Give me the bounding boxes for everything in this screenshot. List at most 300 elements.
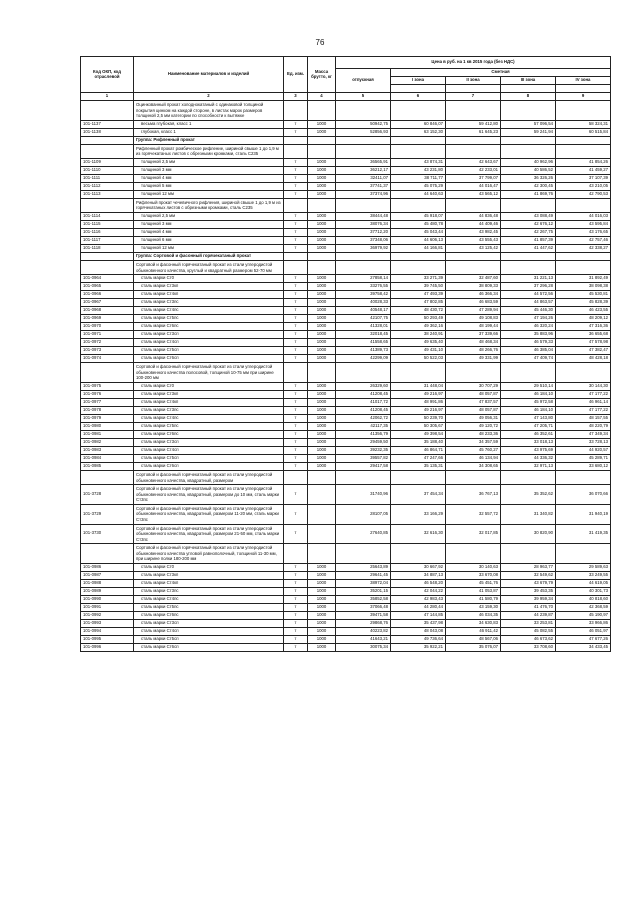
zone-price: 49 331,99 — [446, 355, 501, 363]
zone-price: 35 188,40 — [391, 438, 446, 446]
zone-price: 46 548,20 — [391, 580, 446, 588]
zone-price: 30 667,92 — [391, 564, 446, 572]
item-code: 101-0971 — [81, 331, 134, 339]
zone-price: 47 194,26 — [501, 315, 556, 323]
zone-price: 33 166,29 — [391, 504, 446, 524]
item-code — [81, 470, 134, 484]
item-code: 101-1110 — [81, 166, 134, 174]
item-unit: т — [284, 347, 308, 355]
release-price: 52856,93 — [336, 128, 391, 136]
item-code: 101-0980 — [81, 422, 134, 430]
release-price: 37066,48 — [336, 604, 391, 612]
zone-price: 37 454,34 — [391, 485, 446, 505]
zone-price: 43 565,12 — [446, 190, 501, 198]
zone-price: 45 075,29 — [391, 182, 446, 190]
item-name: сталь марки Ст6сп — [134, 462, 284, 470]
zone-price: 48 199,44 — [446, 323, 501, 331]
item-name: толщиной 12 мм — [134, 245, 284, 253]
item-code: 101-0988 — [81, 580, 134, 588]
release-price: 36979,92 — [336, 245, 391, 253]
empty-cell — [446, 101, 501, 121]
table-row — [81, 190, 611, 198]
item-mass: 1000 — [308, 299, 336, 307]
zone-price: 43 555,43 — [446, 237, 501, 245]
zone-price: 41 857,39 — [501, 237, 556, 245]
empty-cell — [501, 261, 556, 275]
table-row — [81, 213, 611, 221]
item-mass: 1000 — [308, 237, 336, 245]
item-code: 101-1114 — [81, 213, 134, 221]
item-unit: т — [284, 644, 308, 652]
table-row — [81, 166, 611, 174]
item-mass: 1000 — [308, 291, 336, 299]
zone-price: 50 293,49 — [391, 315, 446, 323]
item-mass: 1000 — [308, 462, 336, 470]
header-release: отпускная — [336, 69, 391, 93]
item-name: сталь марки Ст3сп — [134, 620, 284, 628]
zone-price: 37 339,66 — [446, 331, 501, 339]
zone-price: 58 324,31 — [556, 120, 611, 128]
empty-cell — [308, 101, 336, 121]
zone-price: 41 580,79 — [446, 596, 501, 604]
item-mass: 1000 — [308, 166, 336, 174]
item-unit: т — [284, 462, 308, 470]
item-code: 101-1138 — [81, 128, 134, 136]
empty-cell — [501, 544, 556, 564]
item-code: 101-0984 — [81, 454, 134, 462]
table-row — [81, 229, 611, 237]
item-code: 101-0979 — [81, 414, 134, 422]
item-name: глубокая, класс 1 — [134, 128, 284, 136]
item-unit: т — [284, 128, 308, 136]
item-code: 101-1137 — [81, 120, 134, 128]
release-price: 38972,04 — [336, 580, 391, 588]
item-name: сталь марки Ст5сп — [134, 454, 284, 462]
item-unit: т — [284, 245, 308, 253]
empty-cell — [446, 363, 501, 383]
empty-cell — [336, 144, 391, 158]
empty-cell — [446, 198, 501, 212]
empty-cell — [284, 253, 308, 261]
zone-price: 32 549,62 — [501, 572, 556, 580]
item-name: толщиной 5 мм — [134, 182, 284, 190]
zone-price: 45 972,58 — [501, 398, 556, 406]
zone-price: 40 962,96 — [501, 158, 556, 166]
item-unit: т — [284, 190, 308, 198]
table-row — [81, 339, 611, 347]
item-unit: т — [284, 237, 308, 245]
zone-price: 30 144,30 — [556, 382, 611, 390]
zone-price: 45 289,71 — [556, 454, 611, 462]
column-number: 4 — [308, 93, 336, 101]
item-unit: т — [284, 182, 308, 190]
zone-price: 46 352,61 — [501, 430, 556, 438]
empty-cell — [336, 101, 391, 121]
zone-price: 35 076,07 — [446, 644, 501, 652]
item-code: 101-3729 — [81, 504, 134, 524]
empty-cell — [308, 253, 336, 261]
zone-price: 36 767,13 — [446, 485, 501, 505]
zone-price: 38 809,33 — [446, 283, 501, 291]
item-name: сталь марки Ст3пс — [134, 299, 284, 307]
table-row — [81, 620, 611, 628]
zone-price: 47 247,66 — [391, 454, 446, 462]
item-code: 101-0968 — [81, 307, 134, 315]
table-row — [81, 275, 611, 283]
item-mass: 1000 — [308, 229, 336, 237]
zone-price: 47 143,80 — [501, 414, 556, 422]
zone-price: 48 157,55 — [556, 414, 611, 422]
item-name: сталь марки Ст4сп — [134, 628, 284, 636]
item-code: 101-1112 — [81, 182, 134, 190]
release-price: 41558,65 — [336, 339, 391, 347]
zone-price: 47 802,85 — [391, 299, 446, 307]
header-name: Наименование материалов и изделий — [134, 57, 284, 93]
zone-price: 50 239,70 — [391, 414, 446, 422]
table-row — [81, 120, 611, 128]
item-code: 101-0993 — [81, 620, 134, 628]
item-unit: т — [284, 315, 308, 323]
release-price: 42117,35 — [336, 422, 391, 430]
zone-price: 38 711,77 — [391, 174, 446, 182]
zone-price: 32 616,30 — [391, 524, 446, 544]
zone-price: 47 677,26 — [556, 636, 611, 644]
empty-cell — [501, 136, 556, 144]
item-name: сталь марки Ст3кп — [134, 390, 284, 398]
zone-price: 43 176,65 — [556, 229, 611, 237]
release-price: 31740,96 — [336, 485, 391, 505]
zone-price: 46 579,33 — [501, 339, 556, 347]
zone-price: 42 757,46 — [556, 237, 611, 245]
release-price: 27858,14 — [336, 275, 391, 283]
zone-price: 46 673,62 — [501, 636, 556, 644]
item-code: 101-0985 — [81, 462, 134, 470]
item-unit: т — [284, 604, 308, 612]
price-table — [80, 56, 611, 652]
zone-price: 43 210,05 — [556, 182, 611, 190]
item-mass: 1000 — [308, 644, 336, 652]
zone-price: 44 016,47 — [446, 182, 501, 190]
item-code: 101-0978 — [81, 406, 134, 414]
empty-cell — [556, 253, 611, 261]
release-price: 39758,42 — [336, 291, 391, 299]
release-price: 25643,89 — [336, 564, 391, 572]
item-code: 101-0987 — [81, 572, 134, 580]
zone-price: 47 316,36 — [556, 323, 611, 331]
empty-cell — [308, 363, 336, 383]
item-name: сталь марки Ст4кп — [134, 580, 284, 588]
item-unit: т — [284, 620, 308, 628]
item-unit: т — [284, 612, 308, 620]
item-mass: 1000 — [308, 213, 336, 221]
zone-price: 47 144,85 — [391, 612, 446, 620]
item-mass — [308, 485, 336, 505]
release-price: 38444,48 — [336, 213, 391, 221]
zone-price: 46 911,42 — [446, 628, 501, 636]
zone-price: 45 043,44 — [391, 229, 446, 237]
item-code — [81, 144, 134, 158]
table-row — [81, 596, 611, 604]
zone-price: 45 451,76 — [446, 580, 501, 588]
zone-price: 32 487,60 — [446, 275, 501, 283]
zone-price: 36 655,68 — [556, 331, 611, 339]
table-row — [81, 604, 611, 612]
item-unit: т — [284, 430, 308, 438]
header-price-title: Цена в руб. на 1 кв 2015 года (без НДС) — [336, 57, 611, 69]
item-code: 101-1113 — [81, 190, 134, 198]
zone-price: 44 239,87 — [501, 612, 556, 620]
zone-price: 43 982,45 — [446, 229, 501, 237]
release-price: 37712,20 — [336, 229, 391, 237]
item-description: Рифленый прокат чечевичного рифления, шириной свыше 1 до 1,9 м из горячекатаных листов с обрезными кромками, сталь С235 — [134, 198, 284, 212]
zone-price: 43 975,69 — [501, 446, 556, 454]
empty-cell — [336, 261, 391, 275]
zone-price: 44 166,81 — [391, 245, 446, 253]
table-row — [81, 382, 611, 390]
zone-price: 40 586,52 — [501, 166, 556, 174]
item-unit: т — [284, 636, 308, 644]
column-number-row — [81, 93, 611, 101]
zone-price: 48 057,87 — [446, 406, 501, 414]
zone-price: 31 448,04 — [391, 382, 446, 390]
item-unit: т — [284, 524, 308, 544]
item-name: сталь марки Ст5пс — [134, 315, 284, 323]
item-name: сталь марки Ст6сп — [134, 355, 284, 363]
zone-price: 33 966,86 — [556, 620, 611, 628]
zone-price: 49 108,83 — [446, 315, 501, 323]
zone-price: 49 362,16 — [391, 323, 446, 331]
empty-cell — [556, 544, 611, 564]
item-name: сталь марки Ст5сп — [134, 636, 284, 644]
zone-price: 32 971,13 — [501, 462, 556, 470]
empty-cell — [308, 261, 336, 275]
item-mass: 1000 — [308, 275, 336, 283]
zone-price: 34 887,13 — [391, 572, 446, 580]
description-row — [81, 101, 611, 121]
description-row — [81, 544, 611, 564]
item-mass: 1000 — [308, 628, 336, 636]
empty-cell — [501, 198, 556, 212]
item-name: сталь марки Ст4пс — [134, 414, 284, 422]
item-code: 101-0973 — [81, 347, 134, 355]
item-description: Оцинкованный прокат холоднокатаный с одинаковой толщиной покрытия цинком на каждой стороне, в листах марок размеров толщиной 2,5 мм категории по способности к вытяжке — [134, 101, 284, 121]
table-row — [81, 580, 611, 588]
empty-cell — [284, 544, 308, 564]
zone-price: 48 468,34 — [446, 339, 501, 347]
item-code — [81, 198, 134, 212]
zone-price: 44 640,63 — [391, 190, 446, 198]
empty-cell — [308, 544, 336, 564]
zone-price: 33 249,55 — [556, 572, 611, 580]
zone-price: 35 437,98 — [391, 620, 446, 628]
item-code: 101-0995 — [81, 636, 134, 644]
item-code — [81, 136, 134, 144]
item-unit: т — [284, 422, 308, 430]
item-unit: т — [284, 572, 308, 580]
item-name: сталь марки Ст3сп — [134, 331, 284, 339]
table-row — [81, 323, 611, 331]
zone-price: 45 082,55 — [501, 628, 556, 636]
table-row — [81, 422, 611, 430]
zone-price: 36 070,66 — [556, 485, 611, 505]
item-name: сталь марки Ст4сп — [134, 446, 284, 454]
zone-price: 31 419,35 — [556, 524, 611, 544]
item-mass: 1000 — [308, 174, 336, 182]
zone-price: 42 676,12 — [501, 221, 556, 229]
description-row — [81, 470, 611, 484]
zone-price: 47 409,74 — [501, 355, 556, 363]
zone-price: 46 366,34 — [446, 291, 501, 299]
zone-price: 32 017,85 — [446, 524, 501, 544]
item-unit: т — [284, 628, 308, 636]
item-mass: 1000 — [308, 307, 336, 315]
table-row — [81, 572, 611, 580]
zone-price: 41 869,76 — [501, 190, 556, 198]
zone-price: 46 961,14 — [556, 398, 611, 406]
item-name: Сортовой и фасонный горячекатаный прокат из стали углеродистой обыкновенного качества, квадратный, размером 21-50 мм, сталь марки Ст3пс — [134, 524, 284, 544]
item-unit: т — [284, 307, 308, 315]
item-code — [81, 363, 134, 383]
release-price: 29868,76 — [336, 620, 391, 628]
item-mass: 1000 — [308, 564, 336, 572]
item-name: сталь марки Ст4сп — [134, 339, 284, 347]
page-number: 76 — [315, 38, 325, 47]
item-code: 101-0992 — [81, 612, 134, 620]
table-header — [81, 57, 611, 101]
empty-cell — [284, 144, 308, 158]
empty-cell — [446, 253, 501, 261]
zone-price: 47 177,22 — [556, 406, 611, 414]
item-code: 101-0970 — [81, 323, 134, 331]
release-price: 29459,50 — [336, 438, 391, 446]
zone-price: 33 253,81 — [501, 620, 556, 628]
zone-price: 48 567,06 — [446, 636, 501, 644]
header-zone-1: I зона — [391, 77, 446, 85]
item-unit: т — [284, 414, 308, 422]
item-name: толщиной 3 мм — [134, 166, 284, 174]
item-unit: т — [284, 438, 308, 446]
item-name: сталь марки Ст5пс — [134, 604, 284, 612]
zone-price: 33 728,13 — [556, 438, 611, 446]
item-name: толщиной 6 мм — [134, 237, 284, 245]
item-unit: т — [284, 166, 308, 174]
item-unit: т — [284, 596, 308, 604]
table-row — [81, 612, 611, 620]
table-row — [81, 245, 611, 253]
zone-price: 48 057,87 — [446, 390, 501, 398]
item-unit: т — [284, 339, 308, 347]
zone-price: 30 707,29 — [446, 382, 501, 390]
item-name: толщиной 4 мм — [134, 174, 284, 182]
release-price: 41208,45 — [336, 390, 391, 398]
item-code: 101-0966 — [81, 291, 134, 299]
item-code: 101-0990 — [81, 596, 134, 604]
item-unit: т — [284, 588, 308, 596]
table-row — [81, 283, 611, 291]
item-unit: т — [284, 213, 308, 221]
item-unit: т — [284, 564, 308, 572]
release-price: 27640,85 — [336, 524, 391, 544]
zone-price: 47 205,71 — [501, 422, 556, 430]
zone-price: 42 267,75 — [501, 229, 556, 237]
table-row — [81, 588, 611, 596]
item-code: 101-3730 — [81, 524, 134, 544]
table-row — [81, 414, 611, 422]
zone-price: 46 864,71 — [391, 446, 446, 454]
zone-price: 45 828,39 — [556, 299, 611, 307]
description-row — [81, 198, 611, 212]
zone-price: 46 134,94 — [446, 454, 501, 462]
empty-cell — [308, 144, 336, 158]
empty-cell — [284, 101, 308, 121]
zone-price: 46 385,04 — [501, 347, 556, 355]
group-title: Группа: Сортовой и фасонный горячекатаный прокат — [134, 253, 284, 261]
item-name: сталь марки Ст6пс — [134, 430, 284, 438]
table-row — [81, 485, 611, 505]
zone-price: 36 326,26 — [501, 174, 556, 182]
item-code — [81, 101, 134, 121]
zone-price: 45 446,30 — [501, 307, 556, 315]
table-row — [81, 398, 611, 406]
zone-price: 31 940,19 — [556, 504, 611, 524]
zone-price: 39 453,35 — [501, 588, 556, 596]
zone-price: 44 836,48 — [446, 213, 501, 221]
item-mass: 1000 — [308, 422, 336, 430]
table-row — [81, 504, 611, 524]
item-name: сталь марки Ст6пс — [134, 323, 284, 331]
table-row — [81, 355, 611, 363]
item-mass: 1000 — [308, 636, 336, 644]
table-row — [81, 299, 611, 307]
zone-price: 38 098,38 — [556, 283, 611, 291]
zone-price: 50 305,67 — [391, 422, 446, 430]
item-unit: т — [284, 158, 308, 166]
zone-price: 49 216,97 — [391, 406, 446, 414]
item-name: сталь марки Ст0 — [134, 564, 284, 572]
item-mass: 1000 — [308, 430, 336, 438]
item-unit: т — [284, 275, 308, 283]
empty-cell — [308, 198, 336, 212]
item-code: 101-0996 — [81, 644, 134, 652]
group-title: Группа: Рифленный прокат — [134, 136, 284, 144]
item-mass: 1000 — [308, 382, 336, 390]
zone-price: 37 107,39 — [556, 174, 611, 182]
table-row — [81, 406, 611, 414]
empty-cell — [556, 198, 611, 212]
zone-price: 44 336,32 — [501, 454, 556, 462]
zone-price: 38 240,91 — [391, 331, 446, 339]
empty-cell — [556, 470, 611, 484]
zone-price: 33 680,12 — [556, 462, 611, 470]
zone-price: 43 088,49 — [501, 213, 556, 221]
item-code: 101-1115 — [81, 221, 134, 229]
release-price: 42299,09 — [336, 355, 391, 363]
item-code: 101-0994 — [81, 628, 134, 636]
zone-price: 47 382,47 — [556, 347, 611, 355]
zone-price: 59 241,94 — [501, 128, 556, 136]
description-row — [81, 363, 611, 383]
empty-cell — [446, 544, 501, 564]
empty-cell — [284, 470, 308, 484]
zone-price: 42 338,27 — [556, 245, 611, 253]
release-price: 35852,58 — [336, 596, 391, 604]
item-name: толщиной 4 мм — [134, 229, 284, 237]
zone-price: 45 918,07 — [391, 213, 446, 221]
item-mass: 1000 — [308, 283, 336, 291]
empty-cell — [336, 363, 391, 383]
release-price: 30075,34 — [336, 644, 391, 652]
table-body — [81, 101, 611, 652]
